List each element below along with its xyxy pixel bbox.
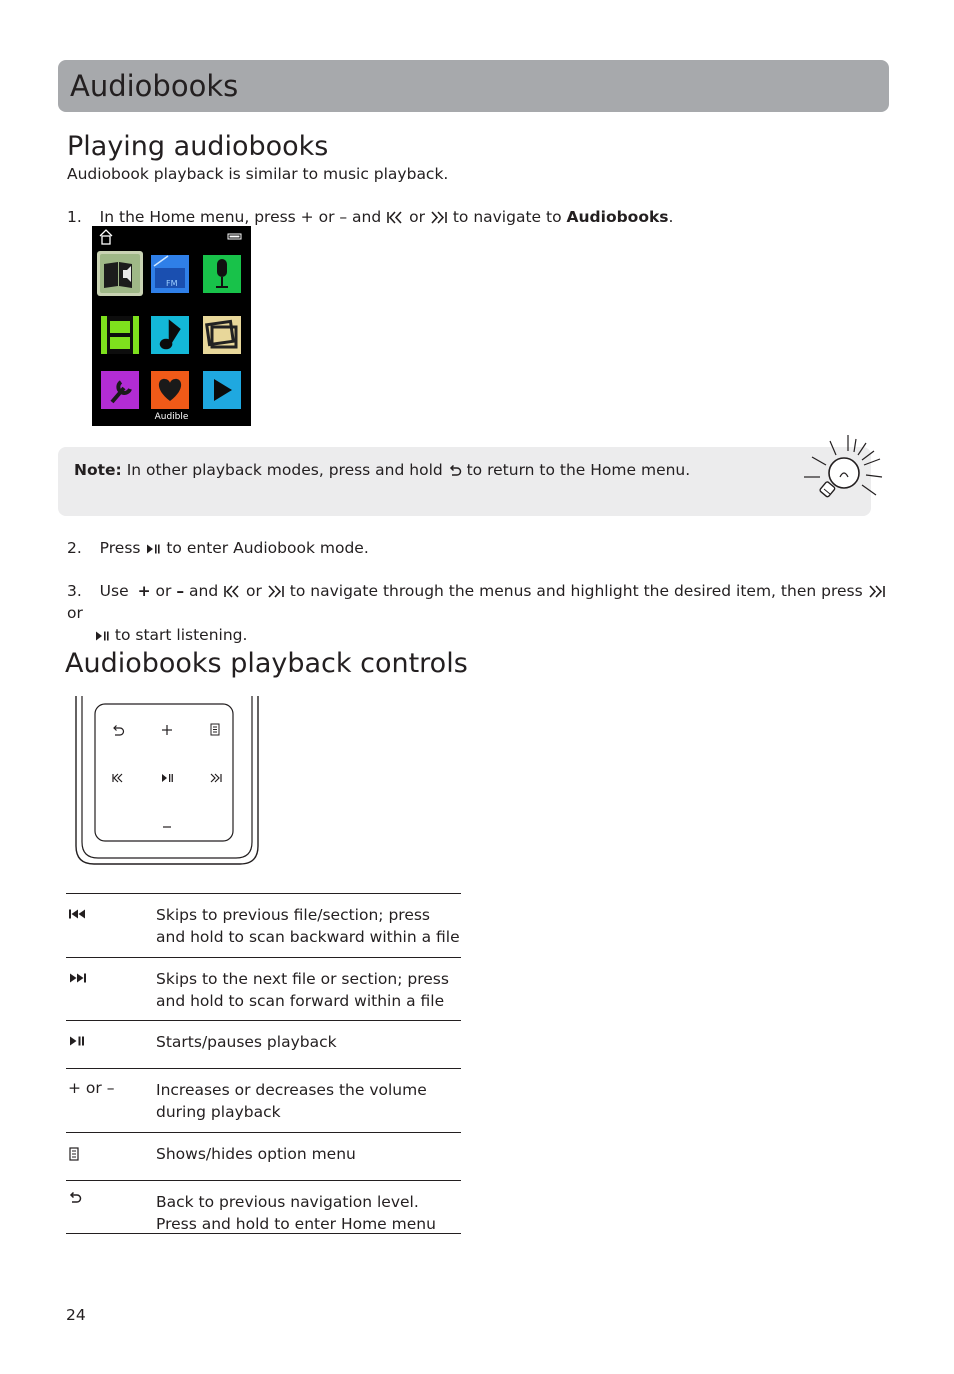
step-2-text-a: Press xyxy=(99,539,141,557)
keypad-previous-icon xyxy=(113,774,122,782)
note-text-b: to return to the Home menu. xyxy=(466,461,691,479)
keypad-graphic xyxy=(74,696,262,868)
keypad-menu-icon xyxy=(211,724,219,735)
table-row xyxy=(66,1020,461,1068)
keypad-diagram xyxy=(74,696,262,872)
plus-key-symbol: + xyxy=(137,582,151,600)
page-number: 24 xyxy=(66,1306,86,1324)
step-2 xyxy=(67,537,369,559)
table-row xyxy=(66,1068,461,1132)
next-icon xyxy=(267,585,285,598)
back-icon xyxy=(448,464,462,477)
menu-icon xyxy=(68,1147,80,1162)
section-title: Audiobooks xyxy=(70,69,239,103)
keypad-play-pause-icon xyxy=(162,774,173,782)
step-3-or-1: or xyxy=(155,582,172,600)
keypad-plus-icon xyxy=(162,725,172,735)
volume-keys-symbol: + or – xyxy=(68,1079,115,1097)
back-icon xyxy=(68,1191,82,1204)
home-screen-graphic xyxy=(92,226,251,426)
note-text-a: In other playback modes, press and hold xyxy=(126,461,443,479)
previous-icon xyxy=(223,585,241,598)
previous-icon xyxy=(68,908,88,920)
control-description: Increases or decreases the volume during playback xyxy=(156,1081,427,1121)
table-row xyxy=(66,1180,461,1234)
next-icon xyxy=(68,972,88,984)
svg-text:FM: FM xyxy=(166,279,178,288)
lightbulb-icon xyxy=(800,433,884,517)
step-1-bold: Audiobooks xyxy=(566,208,669,226)
step-3-and: and xyxy=(189,582,219,600)
step-1 xyxy=(67,206,867,228)
note-box xyxy=(58,447,871,516)
table-row xyxy=(66,893,461,957)
control-description: Skips to previous file/section; press and hold to scan backward within a file xyxy=(156,906,460,946)
controls-table xyxy=(66,893,461,1234)
table-row xyxy=(66,1132,461,1180)
step-3-end: to start listening. xyxy=(114,626,248,644)
step-3-number: 3. xyxy=(67,582,82,600)
step-3 xyxy=(67,580,887,646)
step-2-text-b: to enter Audiobook mode. xyxy=(166,539,369,557)
step-2-number: 2. xyxy=(67,539,82,557)
playing-audiobooks-heading: Playing audiobooks xyxy=(67,131,329,162)
control-description: Starts/pauses playback xyxy=(156,1033,337,1051)
step-1-text-c: to navigate to xyxy=(452,208,562,226)
keypad-next-icon xyxy=(211,774,221,782)
play-pause-icon xyxy=(68,1035,86,1047)
table-row xyxy=(66,957,461,1020)
previous-icon xyxy=(386,211,404,224)
screen-selected-label: Audible xyxy=(154,412,189,422)
home-screen-image xyxy=(92,226,251,426)
playback-controls-heading: Audiobooks playback controls xyxy=(65,648,468,679)
control-description: Shows/hides option menu xyxy=(156,1145,356,1163)
control-description: Skips to the next file or section; press and hold to scan forward within a file xyxy=(156,970,449,1010)
step-3-or-2: or xyxy=(246,582,262,600)
step-3-mid: to navigate through the menus and highlight the desired item, then press xyxy=(289,582,863,600)
section-banner xyxy=(58,60,889,112)
playing-intro: Audiobook playback is similar to music playback. xyxy=(67,165,449,183)
keypad-back-icon xyxy=(114,726,124,736)
step-1-end: . xyxy=(668,208,674,226)
next-icon xyxy=(868,585,886,598)
control-description: Back to previous navigation level. Press and hold to enter Home menu xyxy=(156,1193,436,1233)
home-icon xyxy=(100,230,112,244)
note-label: Note: xyxy=(74,461,122,479)
note-text xyxy=(74,459,690,481)
next-icon xyxy=(430,211,448,224)
minus-key-symbol: – xyxy=(176,582,185,600)
step-1-text-b: or xyxy=(409,208,425,226)
step-3-or-3: or xyxy=(67,604,83,622)
play-pause-icon xyxy=(145,543,161,555)
step-1-number: 1. xyxy=(67,208,82,226)
step-1-text-a: In the Home menu, press + or – and xyxy=(99,208,382,226)
step-3-use: Use xyxy=(99,582,129,600)
play-pause-icon xyxy=(94,630,110,642)
